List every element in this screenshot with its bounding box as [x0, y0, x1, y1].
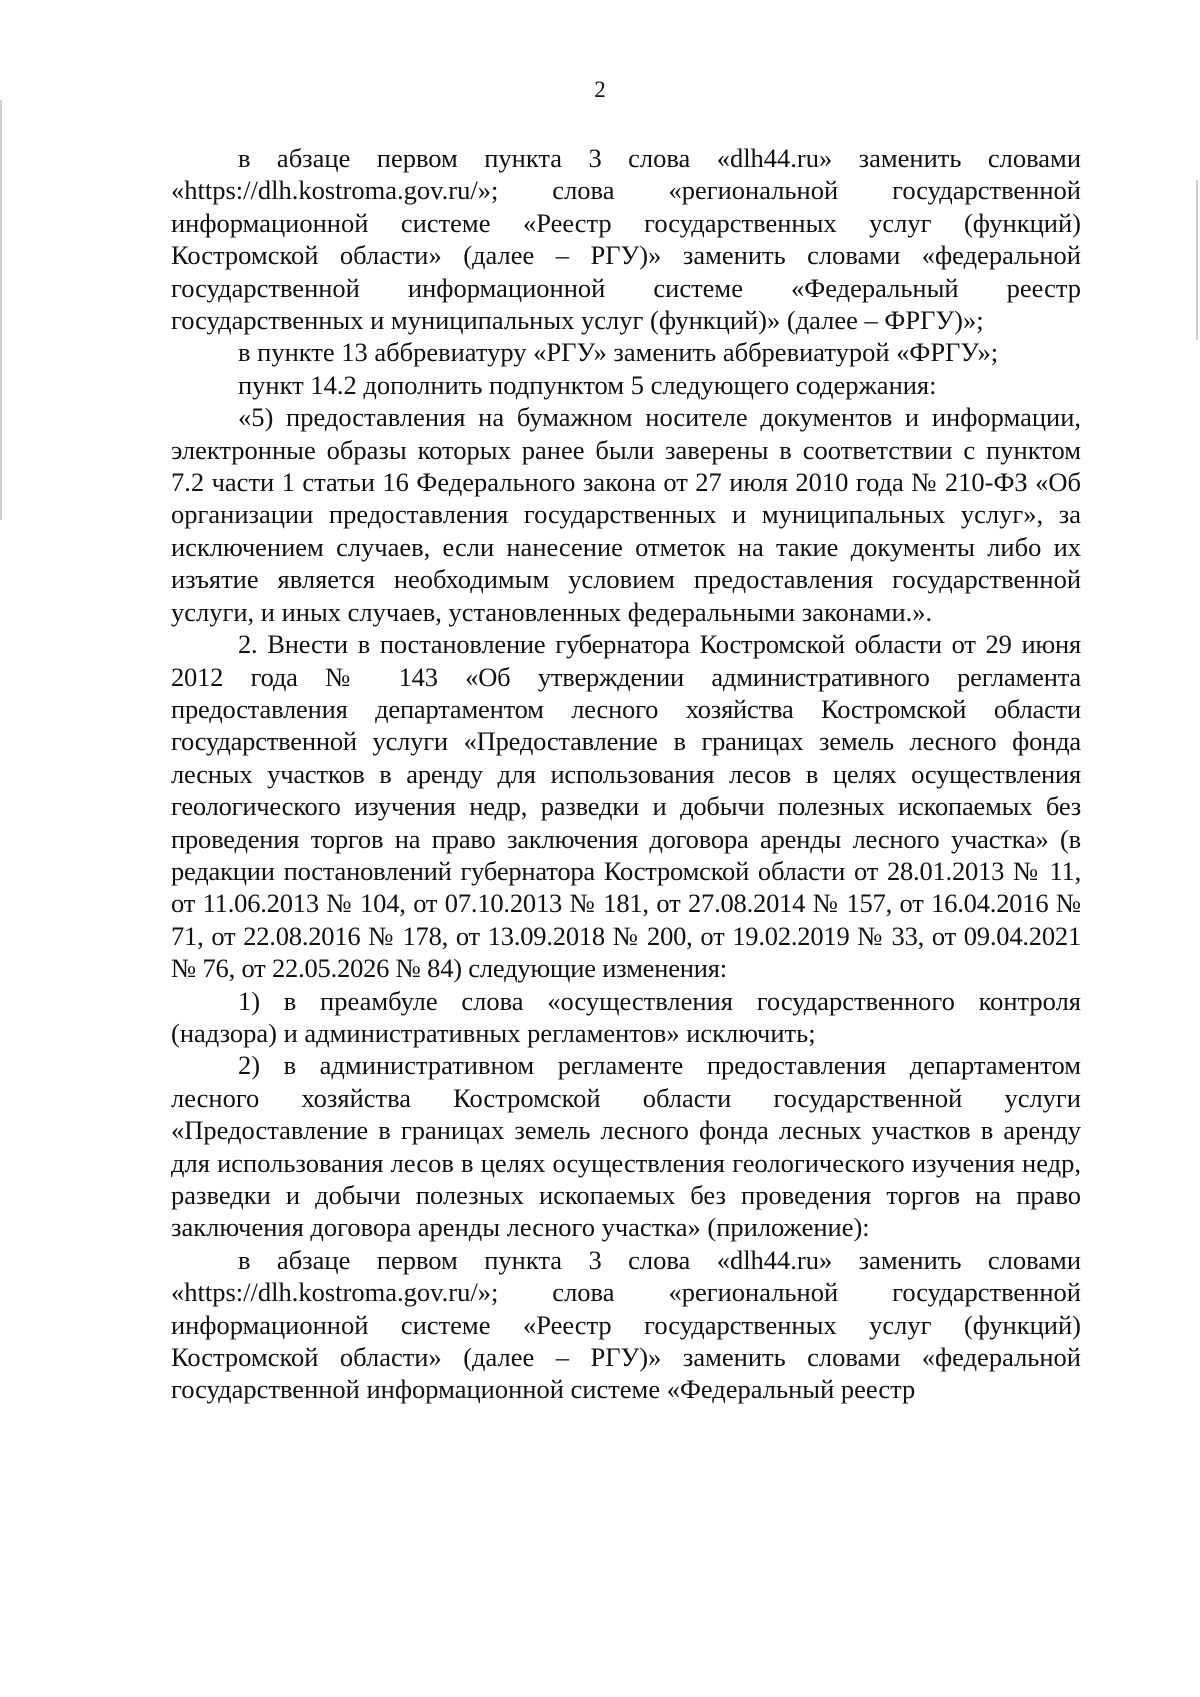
page-number: 2: [594, 77, 606, 102]
paragraph-item-2: 2. Внести в постановление губернатора Костромской области от 29 июня 2012 года № 143 «Об утверждении административного регламента предоставления департаментом лесного хозяйства Костромской области государственной услуги «Предоставление в границах земель лесного фонда лесных участков в аренду для использования лесов в целях осуществления геологического изучения недр, разведки и добычи полезных ископаемых без проведения торгов на право заключения договора аренды лесного участка» (в редакции постановлений губернатора Костромской области от 28.01.2013 № 11, от 11.06.2013 № 104, от 07.10.2013 № 181, от 27.08.2014 № 157, от 16.04.2016 № 71, от 22.08.2016 № 178, от 13.09.2018 № 200, от 19.02.2019 № 33, от 09.04.2021 № 76, от 22.05.2026 № 84) следующие изменения:: [171, 629, 1081, 984]
paragraph-subpoint-5: «5) предоставления на бумажном носителе документов и информации, электронные образы которых ранее были заверены в соответствии с пунктом 7.2 части 1 статьи 16 Федерального закона от 27 июля 2010 года № 210-ФЗ «Об организации предоставления государственных и муниципальных услуг», за исключением случаев, если нанесение отметок на такие документы либо их изъятие является необходимым условием предоставления государственной услуги, и иных случаев, установленных федеральными законами.».: [171, 402, 1081, 627]
paragraph-p3-first: в абзаце первом пункта 3 слова «dlh44.ru» заменить словами «https://dlh.kostroma.gov.ru/»; слова «региональной государственной информационной системе «Реестр государственных услуг (функций) Костромской области» (далее – РГУ)» заменить словами «федеральной государственной информационной системе «Федеральный реестр государственных и муниципальных услуг (функций)» (далее – ФРГУ)»;: [171, 143, 1081, 336]
paragraph-p3-second: в абзаце первом пункта 3 слова «dlh44.ru» заменить словами «https://dlh.kostroma.gov.ru/»; слова «региональной государственной информационной системе «Реестр государственных услуг (функций) Костромской области» (далее – РГУ)» заменить словами «федеральной государственной информационной системе «Федеральный реестр: [171, 1244, 1081, 1405]
paragraph-p13: в пункте 13 аббревиатуру «РГУ» заменить аббревиатурой «ФРГУ»;: [238, 337, 999, 368]
paragraph-p14-2: пункт 14.2 дополнить подпунктом 5 следующего содержания:: [238, 369, 937, 400]
scan-edge-mark: [0, 100, 2, 520]
paragraph-preamble: 1) в преамбуле слова «осуществления государственного контроля (надзора) и административных регламентов» исключить;: [171, 985, 1081, 1048]
paragraph-regulation: 2) в административном регламенте предоставления департаментом лесного хозяйства Костромской области государственной услуги «Предоставление в границах земель лесного фонда лесных участков в аренду для использования лесов в целях осуществления геологического изучения недр, разведки и добычи полезных ископаемых без проведения торгов на право заключения договора аренды лесного участка» (приложение):: [171, 1050, 1081, 1243]
scan-edge-mark: [1196, 180, 1198, 340]
document-body: [171, 142, 1081, 1406]
